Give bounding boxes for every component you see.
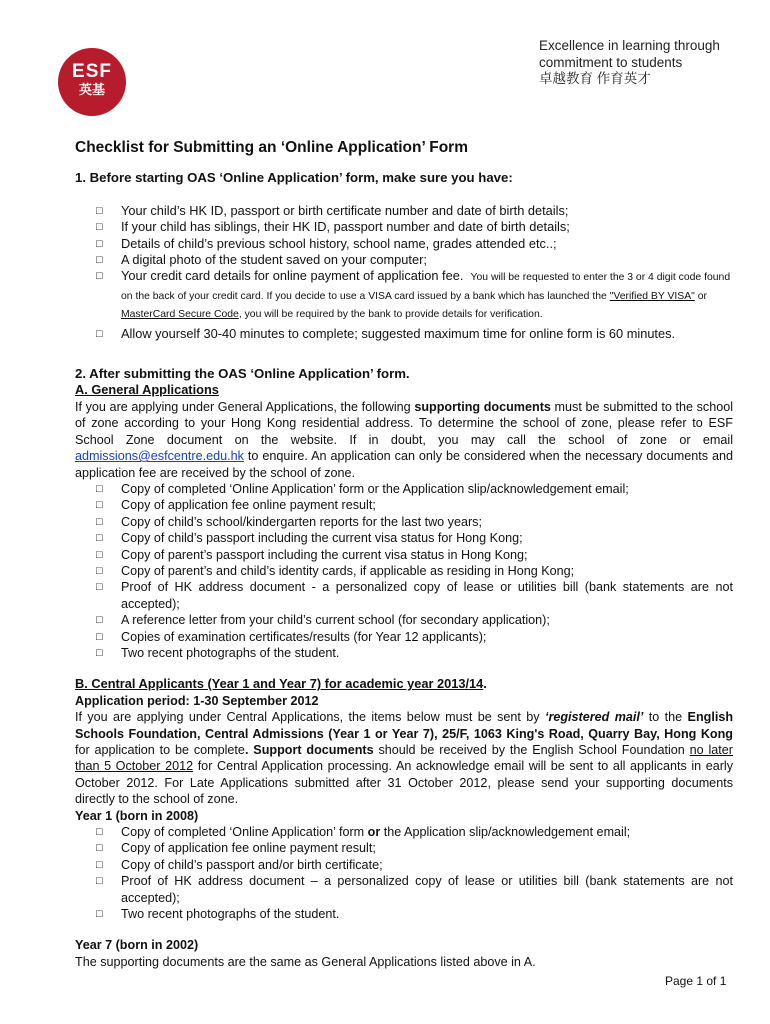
tagline <box>539 38 720 88</box>
year7-title: Year 7 (born in 2002) <box>75 938 199 953</box>
logo-text-en: ESF <box>72 61 112 82</box>
checkbox-icon: □ <box>96 515 103 528</box>
checkbox-icon: □ <box>96 826 103 839</box>
list-item: □ Copy of parent’s and child’s identity cards, if applicable as residing in Hong Kong; <box>96 563 575 578</box>
list-item: □ Copy of completed ‘Online Application’ form or the Application slip/acknowledgement email; <box>96 481 629 496</box>
checkbox-icon: □ <box>96 270 103 283</box>
general-documents-list <box>75 481 733 661</box>
list-item: □ Copy of parent’s passport including the current visa status in Hong Kong; <box>96 547 528 562</box>
admissions-email-link[interactable]: admissions@esfcentre.edu.hk <box>75 449 244 464</box>
list-item: □ Proof of HK address document – a personalized copy of lease or utilities bill (bank statements are not accepted); <box>96 874 733 905</box>
list-item: □ Copy of child’s passport including the current visa status for Hong Kong; <box>96 531 523 546</box>
list-item: □ Copy of child’s passport and/or birth certificate; <box>96 857 383 872</box>
list-item: □ Proof of HK address document - a personalized copy of lease or utilities bill (bank statements are not accepted); <box>96 580 733 611</box>
year1-documents-list <box>75 824 733 922</box>
checkbox-icon: □ <box>96 237 103 250</box>
checklist-item <box>96 236 733 252</box>
section1-heading: 1. Before starting OAS ‘Online Application’ form, make sure you have: <box>75 170 513 186</box>
checkbox-icon: □ <box>96 254 103 267</box>
list-item: □ A reference letter from your child’s current school (for secondary application); <box>96 613 550 628</box>
checklist-item-text: Your child’s HK ID, passport or birth certificate number and date of birth details; <box>121 202 569 218</box>
section2-heading: 2. After submitting the OAS ‘Online Application’ form. <box>75 366 410 382</box>
checklist-item-text: A digital photo of the student saved on your computer; <box>121 252 427 268</box>
verified-by-visa: "Verified BY VISA" <box>609 290 695 302</box>
checklist-item <box>96 203 733 219</box>
checklist-item <box>96 252 733 268</box>
page-number: Page 1 of 1 <box>665 974 727 988</box>
checkbox-icon: □ <box>96 858 103 871</box>
checkbox-icon: □ <box>96 548 103 561</box>
checkbox-icon: □ <box>96 564 103 577</box>
logo-text-zh: 英基 <box>78 82 105 97</box>
year7-text: The supporting documents are the same as General Applications listed above in A. <box>75 954 536 969</box>
central-applicants-title: B. Central Applicants (Year 1 and Year 7) for academic year 2013/14. <box>75 676 487 692</box>
checkbox-icon: □ <box>96 908 103 921</box>
checkbox-icon: □ <box>96 499 103 512</box>
checkbox-icon: □ <box>96 875 103 888</box>
checkbox-icon: □ <box>96 630 103 643</box>
checkbox-icon: □ <box>96 581 103 594</box>
checkbox-icon: □ <box>96 614 103 627</box>
tagline-line: 卓越教育 作育英才 <box>539 71 651 86</box>
checkbox-icon: □ <box>96 482 103 495</box>
checkbox-icon: □ <box>96 221 103 234</box>
list-item: □ Copies of examination certificates/results (for Year 12 applicants); <box>96 629 487 644</box>
application-period: Application period: 1-30 September 2012 <box>75 693 319 708</box>
checklist-item-credit-card <box>96 268 733 323</box>
checklist-item <box>96 219 733 235</box>
mastercard-secure-code: MasterCard Secure Code <box>121 309 239 321</box>
checkbox-icon: □ <box>96 327 103 340</box>
checkbox-icon: □ <box>96 532 103 545</box>
list-item: □ Copy of completed ‘Online Application’ form or the Application slip/acknowledgement email; <box>96 825 631 840</box>
list-item: □ Two recent photographs of the student. <box>96 645 340 660</box>
credit-card-note: You will be requested to enter the 3 or 4 digit code found on the back of your credit card. If you decide to use a VISA card issued by a bank which has launched the "Verified BY VISA" or MasterCard Secure Code, you will be required by the bank to provide details for verification. <box>121 272 731 321</box>
list-item: □ Copy of child’s school/kindergarten reports for the last two years; <box>96 514 482 529</box>
general-applications-title: A. General Applications <box>75 382 219 398</box>
checklist-item-text: Your credit card details for online payment of application fee. <box>121 268 464 284</box>
checkbox-icon: □ <box>96 842 103 855</box>
year1-title: Year 1 (born in 2008) <box>75 808 199 823</box>
checkbox-icon: □ <box>96 204 103 217</box>
checkbox-icon: □ <box>96 646 103 659</box>
general-applications-text: If you are applying under General Applications, the following supporting documents must be submitted to the school of zone according to your Hong Kong residential address. To determine the school of zone, please refer to ESF School Zone document on the website. If in doubt, you may call the school of zone or email admissions@esfcentre.edu.hk to enquire. An application can only be considered when the necessary documents and application fee are received by the school of zone. <box>75 399 734 480</box>
checklist-item-text: Allow yourself 30-40 minutes to complete; suggested maximum time for online form is 60 minutes. <box>121 325 676 341</box>
tagline-line: commitment to students <box>539 54 683 70</box>
central-applicants-text: If you are applying under Central Applications, the items below must be sent by ‘registered mail’ to the English Schools Foundation, Central Admissions (Year 1 or Year 7), 25/F, 1063 King's Road, Quarry Bay, Hong Kong for application to be complete. Support documents should be received by the English School Foundation no later than 5 October 2012 for Central Application processing. An acknowledge email will be sent to all applicants in early October 2012. For Late Applications submitted after 31 October 2012, please send your supporting documents directly to the school of zone. <box>75 710 734 807</box>
checklist-item-text: If your child has siblings, their HK ID, passport number and date of birth details; <box>121 219 570 235</box>
list-item: □ Copy of application fee online payment result; <box>96 498 376 513</box>
esf-logo <box>58 48 126 116</box>
list-item: □ Two recent photographs of the student. <box>96 907 340 922</box>
checklist-item-text: Details of child’s previous school history, school name, grades attended etc..; <box>121 235 557 251</box>
section1-checklist <box>75 203 733 342</box>
page-title: Checklist for Submitting an ‘Online Application’ Form <box>75 139 468 156</box>
document-body <box>75 140 733 970</box>
tagline-line: Excellence in learning through <box>539 38 720 53</box>
list-item: □ Copy of application fee online payment result; <box>96 841 376 856</box>
checklist-item <box>96 326 733 342</box>
